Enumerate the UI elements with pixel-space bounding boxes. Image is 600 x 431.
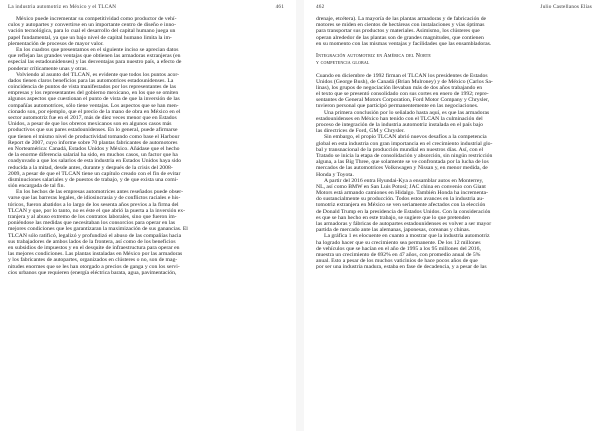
text-line: A partir del 2016 entra Hyundai-Kya a ensamblar autos en Monterrey, [324, 177, 484, 184]
text-line: en subsidios de impuestos y en el desquite de infraestructura para operar en [8, 244, 180, 251]
text-line: poniéndose las medidas que necesitaban los consorcios para operar en las [8, 220, 176, 227]
text-line: dados tienen claros beneficios para las automotrices estadounidenses. La [8, 77, 174, 84]
text-line: y los fabricantes de autopartes, organizados en clústeres o no, son de mag- [8, 257, 178, 264]
text-line: en Norteamérica: Canadá, Estados Unidos y México. Añádase que el hecho [8, 145, 180, 152]
text-line: anual. Esto a pesar de los muchos vaticinios de hace pocos años de que [316, 258, 478, 265]
text-line: En los cuadros que presentamos en el siguiente inciso se aprecian datos [16, 46, 179, 53]
right-page-body [316, 16, 592, 431]
text-line: coincidencia de puntos de vista manifestados por los representantes de las [8, 84, 177, 91]
text-line: Motors está armando camiones en Hidalgo. También Honda ha incrementa- [316, 190, 488, 197]
left-page-body [8, 16, 284, 431]
text-line: culos y autopartes y convertirse en un importante centro de diseño e inno- [8, 22, 177, 29]
text-line: ha logrado hacer que su crecimiento sea permanente. De los 12 millones [316, 239, 481, 246]
book-gutter [296, 0, 304, 431]
text-line: tóricos, fueron abatidos a lo largo de los sesenta años previos a la firma del [8, 201, 179, 208]
text-line: empresas y los representantes del gobierno mexicano, en los que se omiten [8, 90, 179, 97]
text-line: En los hechos de las empresas automotrices antes reseñados puede obser- [16, 189, 183, 196]
text-line: operan alrededor de las plantas son de grandes magnitudes, que contienen [316, 34, 484, 41]
text-line: de Donald Trump en la presidencia de Estados Unidos. Con la consideración [316, 208, 491, 215]
right-header-author: Julio Castellanos Elías [540, 4, 592, 10]
text-line: algunos aspectos que cuestionan el punto de vista de que la inversión de las [8, 96, 180, 103]
text-line: Tratado se inicia la etapa de consolidación y absorción, sin ningún restricción [316, 152, 493, 159]
text-line: Report de 2007, cuyo informe sobre 70 plantas fabricantes de automotores [8, 139, 178, 146]
text-line: varse que las barreras legales, de idiosincrasia y de conflictos raciales e his- [8, 195, 181, 202]
text-line: disminuciones salariales y de puestos de trabajo, y de que exista una comi- [8, 176, 179, 183]
text-line: ponderar críticamente unas y otras. [8, 65, 88, 72]
text-line: Unidos, a pesar de que los obreros mexicanos son en algunos casos más [8, 121, 172, 128]
text-line: de vehículos que se hacían en el año de 1995 a los 95 millones del 2016, [316, 245, 481, 252]
text-line: bal y transnacional de la producción mundial en nuestros días. Así, con el [316, 146, 484, 153]
text-line: para transportar sus productos y materiales. Asimismo, los clústeres que [316, 28, 480, 35]
text-line: 2009, a pesar de que el TLCAN tiene un capítulo creado con el fin de evitar [8, 170, 181, 177]
text-line: partida de mercado ante las alemanas, japonesas, coreanas y chinas. [316, 227, 471, 234]
left-header-title: La industria automotriz en México y el TLCAN [8, 4, 117, 10]
text-line: Volviendo al asunto del TLCAN, es evidente que todos los puntos acor- [16, 71, 180, 78]
text-line: las mejores condiciones. Las plantas instaladas en México por las armadoras [8, 251, 183, 258]
text-line: reducida a la mitad, desde antes, durante y después de la crisis del 2008- [8, 164, 173, 171]
text-line: por ser una industria madura, estaba en fase de decadencia, y a pesar de las [316, 264, 487, 271]
text-line: sentantes de General Motors Corporation, Ford Motor Company y Chrysler, [316, 97, 490, 104]
text-line: plementación de procesos de mayor valor. [8, 40, 104, 47]
right-page-number: 462 [316, 4, 325, 10]
right-page [308, 0, 600, 431]
text-line: alguna, a las Big Three, que solamente se ve confrontada por la lucha de los [316, 159, 489, 166]
text-line: NL, así como BMW en San Luis Potosí; JAC china en convenio con Giant [316, 183, 486, 190]
text-line: estadounidenses en México han tenido con el TLCAN la culminación del [316, 115, 483, 122]
text-line: mercados de las automotrices Volkswagen y Nissan y, en menor medida, de [316, 165, 488, 172]
text-line: Cuando en diciembre de 1992 firman el TLCAN los presidentes de Estados [316, 72, 488, 79]
text-line: compañías automotrices, sólo tiene ventajas. Los aspectos que se han men- [8, 102, 179, 109]
section-heading: y competencia global [316, 59, 370, 66]
text-line: motores se miden en cientos de hectáreas con instalaciones y vías óptimas [316, 22, 485, 29]
text-line: Una primera conclusión por lo señalado hasta aquí, es que las armadoras [324, 109, 490, 116]
text-line: es que se han hecho en este trabajo, se sugiere que lo que pretenden [316, 214, 470, 221]
text-line: productivos que sus pares estadounidenses. En lo general, puede afirmarse [8, 127, 178, 134]
right-running-header [316, 4, 592, 14]
text-line: tranjera y al abuso extremo de los contratos laborales, sino que fueron im- [8, 214, 177, 220]
text-line: Honda y Toyota. [316, 171, 354, 178]
text-line: las directrices de Ford, GM y Chrysler. [316, 128, 405, 135]
text-line: México puede incrementar su competitividad como productor de vehí- [16, 16, 177, 22]
text-line: Sin embargo, el propio TLCAN abrió nuevos desafíos a la competencia [324, 134, 487, 141]
text-line: global en esta industria con gran importancia en el crecimiento industrial glo- [316, 140, 493, 147]
text-line: sus trabajadores de ambos lados de la frontera, así como de los beneficios [8, 238, 176, 245]
left-running-header [8, 4, 284, 14]
text-line: de la enorme diferencia salarial ha sido, en muchos casos, un factor que ha [8, 152, 178, 159]
text-line: Unidos (George Bush), de Canadá (Brian Mulroney) y de México (Carlos Sa- [316, 78, 493, 85]
text-line: especial las estadounidenses) y las desventajas para nuestro país, a efecto de [8, 59, 182, 66]
text-line: TLCAN y que, por lo tanto, no es éste el que abrió la puerta a la inversión ex- [8, 207, 186, 214]
text-line: tuvieron personal que participó permanentemente en las negociaciones. [316, 103, 479, 110]
text-line: mejores condiciones que les garantizaran la maximización de sus ganancias. El [8, 226, 188, 233]
text-line: proceso de integración de la industria automotriz instalada en el país bajo [316, 122, 483, 128]
left-page [0, 0, 292, 431]
text-line: sector automotriz fue en el 2017, más de diez veces menor que en Estados [8, 115, 177, 121]
section-heading: Integración automotriz en América del Norte [316, 53, 431, 60]
text-line: tomotriz extranjera en México se ven seriamente afectados con la elección [316, 202, 486, 209]
text-line: coadyuvado a que los salarios de esta industria en Estados Unidos haya sido [8, 158, 182, 165]
text-line: el texto que se presentó consolidado con sus cortes en enero de 1992; repre- [316, 91, 489, 98]
text-line: muestra un crecimiento de 692% en 47 años, con promedio anual de 5% [316, 251, 481, 258]
text-line: en su momento con las mismas ventajas y facilidades que las ensambladoras. [316, 40, 492, 47]
text-line: vación tecnológica, para lo cual el desarrollo del capital humano juega un [8, 28, 176, 35]
text-line: que tienen el mismo nivel de productividad tomando como base el Harbour [8, 133, 180, 140]
text-line: drenaje, etcétera). La mayoría de las plantas armadoras y de fabricación de [316, 16, 487, 22]
text-line: cionado son, por ejemplo, que el precio de la mano de obra en México en el [8, 108, 181, 115]
text-line: cios urbanos que requieren (energía eléctrica barata, agua, pavimentación, [8, 269, 177, 276]
text-line: que reflejan las grandes ventajas que obtienen las armadoras extranjeras (en [8, 53, 181, 60]
text-line: TLCAN sólo ratificó, legalizó y profundizó el abuso de las compañías hacia [8, 232, 182, 239]
text-line: las armadoras y fábricas de autopartes estadounidenses es volver a ser mayor [316, 221, 492, 227]
text-line: La gráfica 1 es elocuente en cuanto a mostrar que la industria automotriz [324, 233, 490, 240]
text-line: do sustancialmente su producción. Todos estos avances en la industria au- [316, 196, 485, 203]
text-line: papel fundamental, ya que un bajo nivel de capital humano limita la im- [8, 34, 172, 41]
text-line: sión encargada de tal fin. [8, 183, 65, 190]
left-page-number: 461 [275, 4, 284, 10]
text-line: nitudes enormes que se les han otorgado a precios de ganga y con los servi- [8, 263, 180, 270]
text-line: linas), los grupos de negociación llevaban más de dos años trabajando en [316, 84, 483, 91]
